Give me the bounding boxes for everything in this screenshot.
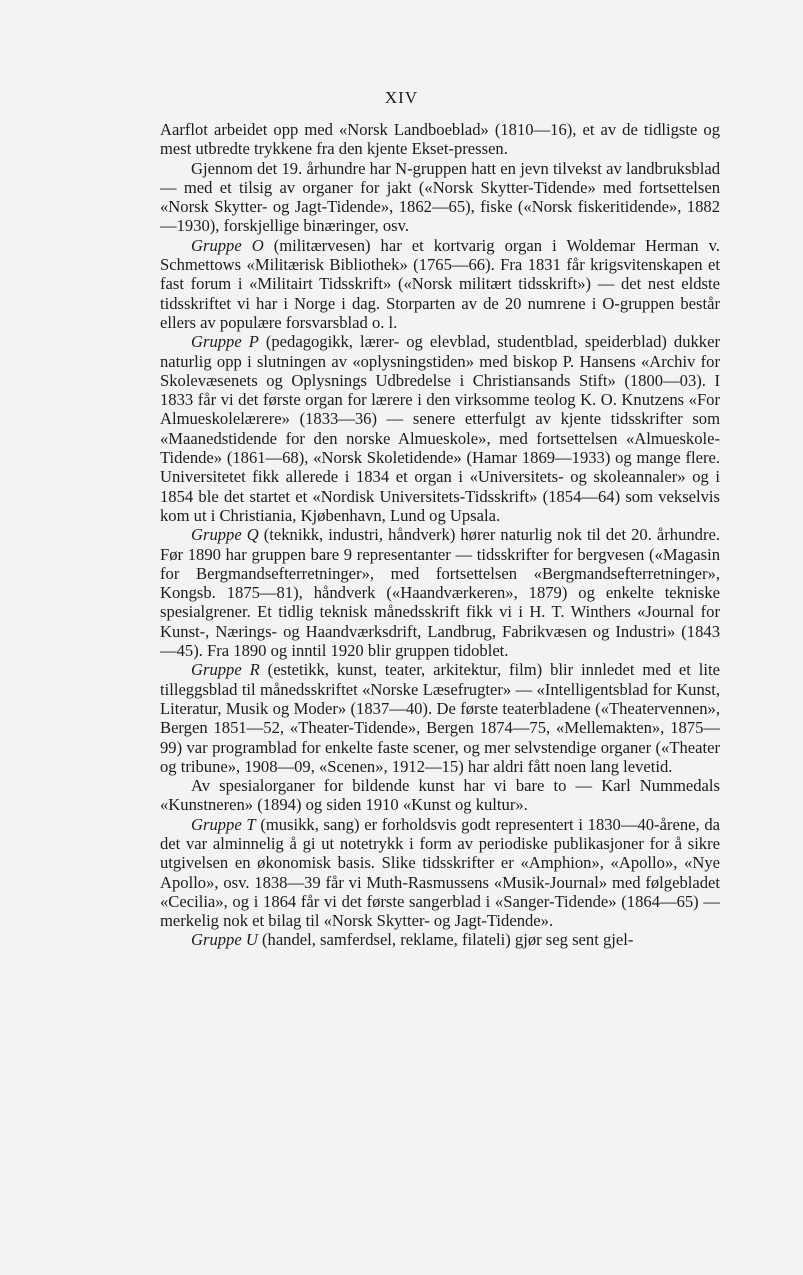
group-label: Gruppe O [191, 235, 264, 255]
paragraph-text: (militærvesen) har et kortvarig organ i Woldemar Herman v. Schmettows «Militærisk Bibliothek» (1765—66). Fra 1831 får krigsvitenskapen et fast forum i «Militairt Tidsskrift» («Norsk militært tidsskrift») — det nest eldste tidsskriftet vi har i Norge i dag. Storparten av de 20 numrene i O-gruppen består ellers av populære forsvarsblad o. l. [160, 235, 720, 332]
paragraph-bildende-kunst [160, 776, 720, 815]
paragraph-2 [160, 159, 720, 236]
page-number: XIV [384, 88, 419, 107]
paragraph-text: (pedagogikk, lærer- og elevblad, studentblad, speiderblad) dukker naturlig opp i slutningen av «oplysningstiden» med biskop P. Hansens «Archiv for Skolevæsenets og Oplysnings Udbredelse i Christiansands Stift» (1800—03). I 1833 får vi det første organ for lærere i den virksomme teolog K. O. Knutzens «For Almueskolelærere» (1833—36) — senere etterfulgt av kjente tidsskrifter som «Maanedstidende for den norske Almueskole», med fortsettelsen «Almueskole-Tidende» (1861—68), «Norsk Skoletidende» (Hamar 1869—1933) og mange flere. Universitetet fikk allerede i 1834 et organ i «Universitets- og skoleannaler» og i 1854 ble det startet et «Nordisk Universitets-Tidsskrift» (1854—64) som vekselvis kom ut i Christiania, Kjøbenhavn, Lund og Upsala. [160, 332, 720, 525]
group-label: Gruppe U [191, 930, 258, 950]
paragraph-text: (teknikk, industri, håndverk) hører naturlig nok til det 20. århundre. Før 1890 har gruppen bare 9 representanter — tidsskrifter for bergvesen («Magasin for Bergmandsefterretninger», med fortsettelsen «Bergmandsefterretninger», Kongsb. 1875—81), håndverk («Haandværkeren», 1879) og enkelte tekniske spesialgrener. Et tidlig teknisk månedsskrift fikk vi i H. T. Winthers «Journal for Kunst-, Nærings- og Haandværksdrift, Landbrug, Fabrikvæsen og Industri» (1843—45). Fra 1890 og inntil 1920 blir gruppen tidoblet. [160, 525, 720, 661]
paragraph-text: Gjennom det 19. århundre har N-gruppen hatt en jevn tilvekst av landbruksblad — med et tilsig av organer for jakt («Norsk Skytter-Tidende» med fortsettelsen «Norsk Skytter- og Jagt-Tidende», 1862—65), fiske («Norsk fiskeritidende», 1882—1930), forskjellige binæringer, osv. [160, 158, 720, 236]
group-label: Gruppe R [191, 660, 260, 680]
paragraph-gruppe-u [160, 930, 720, 949]
paragraph-text: (musikk, sang) er forholdsvis godt representert i 1830—40-årene, da det var alminnelig å gi ut notetrykk i form av periodiske publikasjoner for å sikre utgivelsen en økonomisk basis. Slike tidsskrifter er «Amphion», «Apollo», «Nye Apollo», osv. 1838—39 får vi Muth-Rasmussens «Musik-Journal» med følgebladet «Cecilia», og i 1864 får vi det første sangerblad i «Sanger-Tidende» (1864—65) — merkelig nok et bilag til «Norsk Skytter- og Jagt-Tidende». [160, 814, 720, 931]
paragraph-text: Aarflot arbeidet opp med «Norsk Landboeblad» (1810—16), et av de tidligste og mest utbredte trykkene fra den kjente Ekset-pressen. [160, 120, 720, 159]
paragraph-text: (estetikk, kunst, teater, arkitektur, film) blir innledet med et lite tilleggsblad til månedsskriftet «Norske Læsefrugter» — «Intelligentsblad for Kunst, Literatur, Musik og Moder» (1837—40). De første teaterbladene («Theatervennen», Bergen 1851—52, «Theater-Tidende», Bergen 1874—75, «Mellemakten», 1875—99) var programblad for enkelte faste scener, og mer selvstendige organer («Theater og tribune», 1908—09, «Scenen», 1912—15) har aldri fått noen lang levetid. [160, 660, 720, 776]
paragraph-gruppe-t [160, 815, 720, 931]
group-label: Gruppe Q [191, 525, 259, 545]
paragraph-1 [160, 120, 720, 159]
paragraph-gruppe-q [160, 525, 720, 660]
paragraph-gruppe-r [160, 660, 720, 776]
group-label: Gruppe P [191, 332, 259, 352]
paragraph-gruppe-o [160, 236, 720, 332]
paragraph-gruppe-p [160, 332, 720, 525]
paragraph-text: (handel, samferdsel, reklame, filateli) gjør seg sent gjel- [257, 930, 634, 950]
group-label: Gruppe T [191, 814, 256, 834]
paragraph-text: Av spesialorganer for bildende kunst har vi bare to — Karl Nummedals «Kunstneren» (1894) og siden 1910 «Kunst og kultur». [160, 776, 720, 815]
body-text [160, 120, 720, 950]
